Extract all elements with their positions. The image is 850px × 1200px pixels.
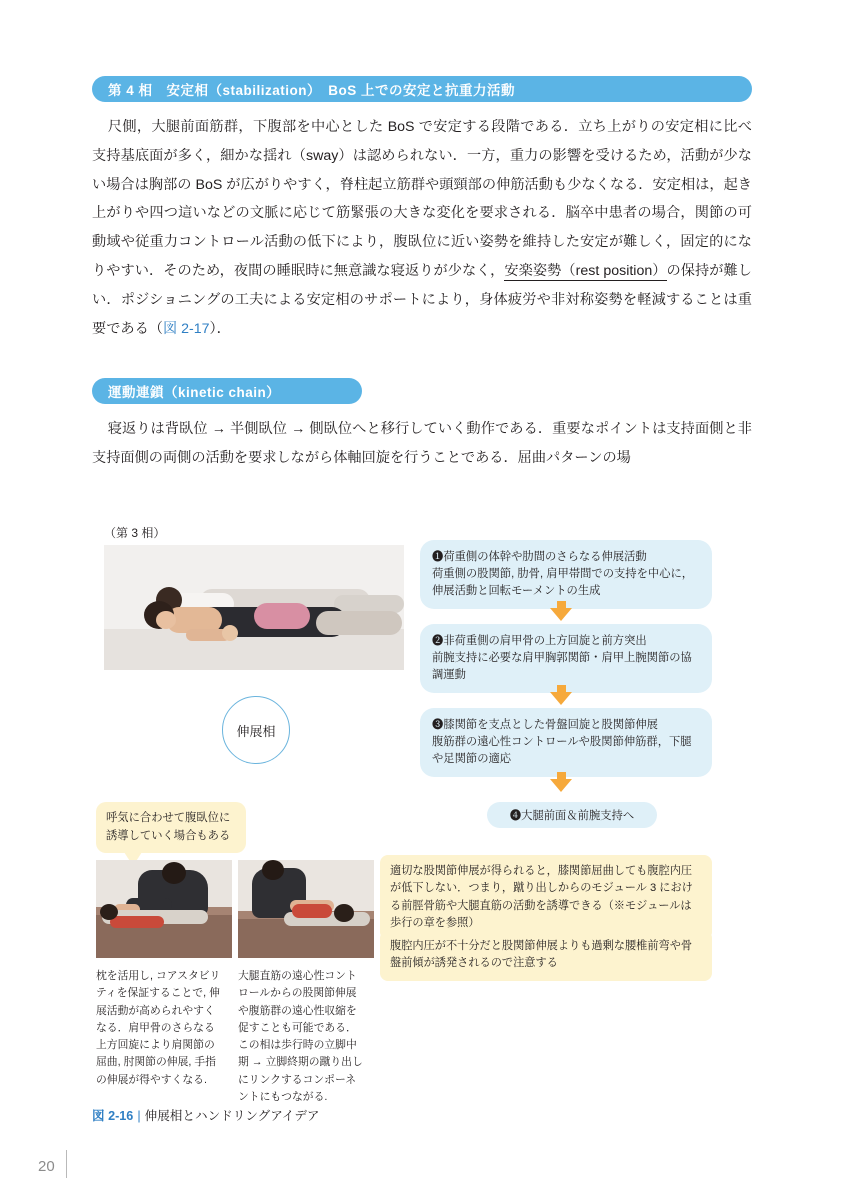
flow-step-1-detail: 荷重側の股関節, 肋骨, 肩甲帯間での支持を中心に，伸展活動と回転モーメントの生成 [432,567,694,597]
photo-handling-left [96,860,232,958]
flow-step-2-number: ❷ [432,635,444,647]
phase-circle [222,696,290,764]
phase-circle-label: 伸展相 [236,723,276,739]
flow-step-3-number: ❸ [432,719,444,731]
flow-step-1-title: 荷重側の体幹や肋間のさらなる伸展活動 [443,551,647,563]
flow-arrow-2 [550,692,572,705]
figure-phase-label: （第 3 相） [104,526,166,540]
figure-caption [92,1105,320,1124]
photo-side-lying [104,545,404,670]
section-heading-kinetic-chain-text: 運動連鎖（kinetic chain） [108,385,281,400]
paragraph-phase4-body-end: ）． [209,320,231,337]
note-hip-extension-text: 適切な股関節伸展が得られると，膝関節屈曲しても腹腔内圧が低下しない．つまり，蹴り出しからのモジュール 3 における前脛骨筋や大腿直筋の活動を誘導できる（※モジュールは歩行の章を参照） [390,865,693,930]
paragraph-phase4-underlined: 安楽姿勢（rest position） [504,263,667,280]
photo-caption-right: 大腿直筋の遠心性コントロールからの股関節伸展や腹筋群の遠心性収縮を促すことも可能である．この相は歩行時の立脚中期 → 立脚終期の蹴り出しにリンクするコンポーネントにもつながる. [238,970,363,1103]
flow-arrow-1 [550,608,572,621]
flow-step-3 [420,708,712,777]
flow-step-2-detail: 前腕支持に必要な肩甲胸郭関節・肩甲上腕関節の協調運動 [432,651,692,681]
flow-step-4-label: ❹大腿前面＆前腕支持へ [509,810,635,822]
paragraph-kinetic-chain-body: 寝返りは背臥位 → 半側臥位 → 側臥位へと移行していく動作である．重要なポイントは支持面側と非支持面側の両側の活動を要求しながら体軸回旋を行うことである．屈曲パターンの場 [92,421,752,466]
flow-step-2-title: 非荷重側の肩甲骨の上方回旋と前方突出 [443,635,647,647]
figure-caption-separator: | [137,1109,141,1123]
paragraph-phase4 [92,113,752,344]
photo-caption-left: 枕を活用し, コアスタビリティを保証することで, 伸展活動が高められやすくなる．肩甲骨のさらなる上方回旋により肩関節の屈曲, 肘関節の伸展, 手指の伸展が得やすくなる. [96,970,221,1086]
photo-handling-right [238,860,374,958]
flow-step-3-title: 膝関節を支点とした骨盤回旋と股関節伸展 [443,719,658,731]
figure-reference-link[interactable]: 図 2-17 [162,320,210,337]
paragraph-phase4-body: 尺側，大腿前面筋群，下腹部を中心とした BoS で安定する段階である．立ち上がりの安定相に比べ支持基底面が多く，細かな揺れ（sway）は認められない．一方，重力の影響を受けるため，活動が少ない場合は胸部の BoS が広がりやすく，脊柱起立筋群や頭頸部の伸筋活動も少なくなる．安定相は，起き上がりや四つ這いなどの文脈に応じて筋緊張の大きな変化を要求される．脳卒中患者の場合，関節の可動域や従重力コントロール活動の低下により，腹臥位に近い姿勢を維持した安定が難しく，固定的になりやすい．そのため，夜間の睡眠時に無意識な寝返りが少なく， [92,119,752,280]
page-number: 20 [38,1158,55,1175]
section-heading-phase4-text: 第 4 相 安定相（stabilization） BoS 上での安定と抗重力活動 [108,83,516,98]
flow-step-2 [420,624,712,693]
flow-step-4 [487,802,657,828]
figure-caption-text: 伸展相とハンドリングアイデア [144,1109,320,1123]
flow-step-1-number: ❶ [432,551,444,563]
flow-step-3-detail: 腹筋群の遠心性コントロールや股関節伸筋群，下腿や足関節の適応 [432,735,692,765]
section-heading-kinetic-chain [92,378,362,404]
flow-arrow-3 [550,779,572,792]
callout-breathing-text: 呼気に合わせて腹臥位に誘導していく場合もある [106,812,231,842]
paragraph-kinetic-chain [92,415,752,473]
note-hip-extension [380,855,712,940]
figure-caption-tag: 図 2-16 [92,1109,134,1123]
flow-step-1 [420,540,712,609]
note-abdominal-pressure [380,930,712,981]
callout-breathing [96,802,246,853]
paragraph-phase4-body-tail: の保持が難しい．ポジショニングの工夫による安定相のサポートにより，身体疲労や非対称姿勢を軽減することは重要である（ [92,263,752,337]
page-number-rule [66,1150,67,1178]
note-abdominal-pressure-text: 腹腔内圧が不十分だと股関節伸展よりも過剰な腰椎前弯や骨盤前傾が誘発されるので注意する [390,940,693,970]
section-heading-phase4 [92,76,752,102]
